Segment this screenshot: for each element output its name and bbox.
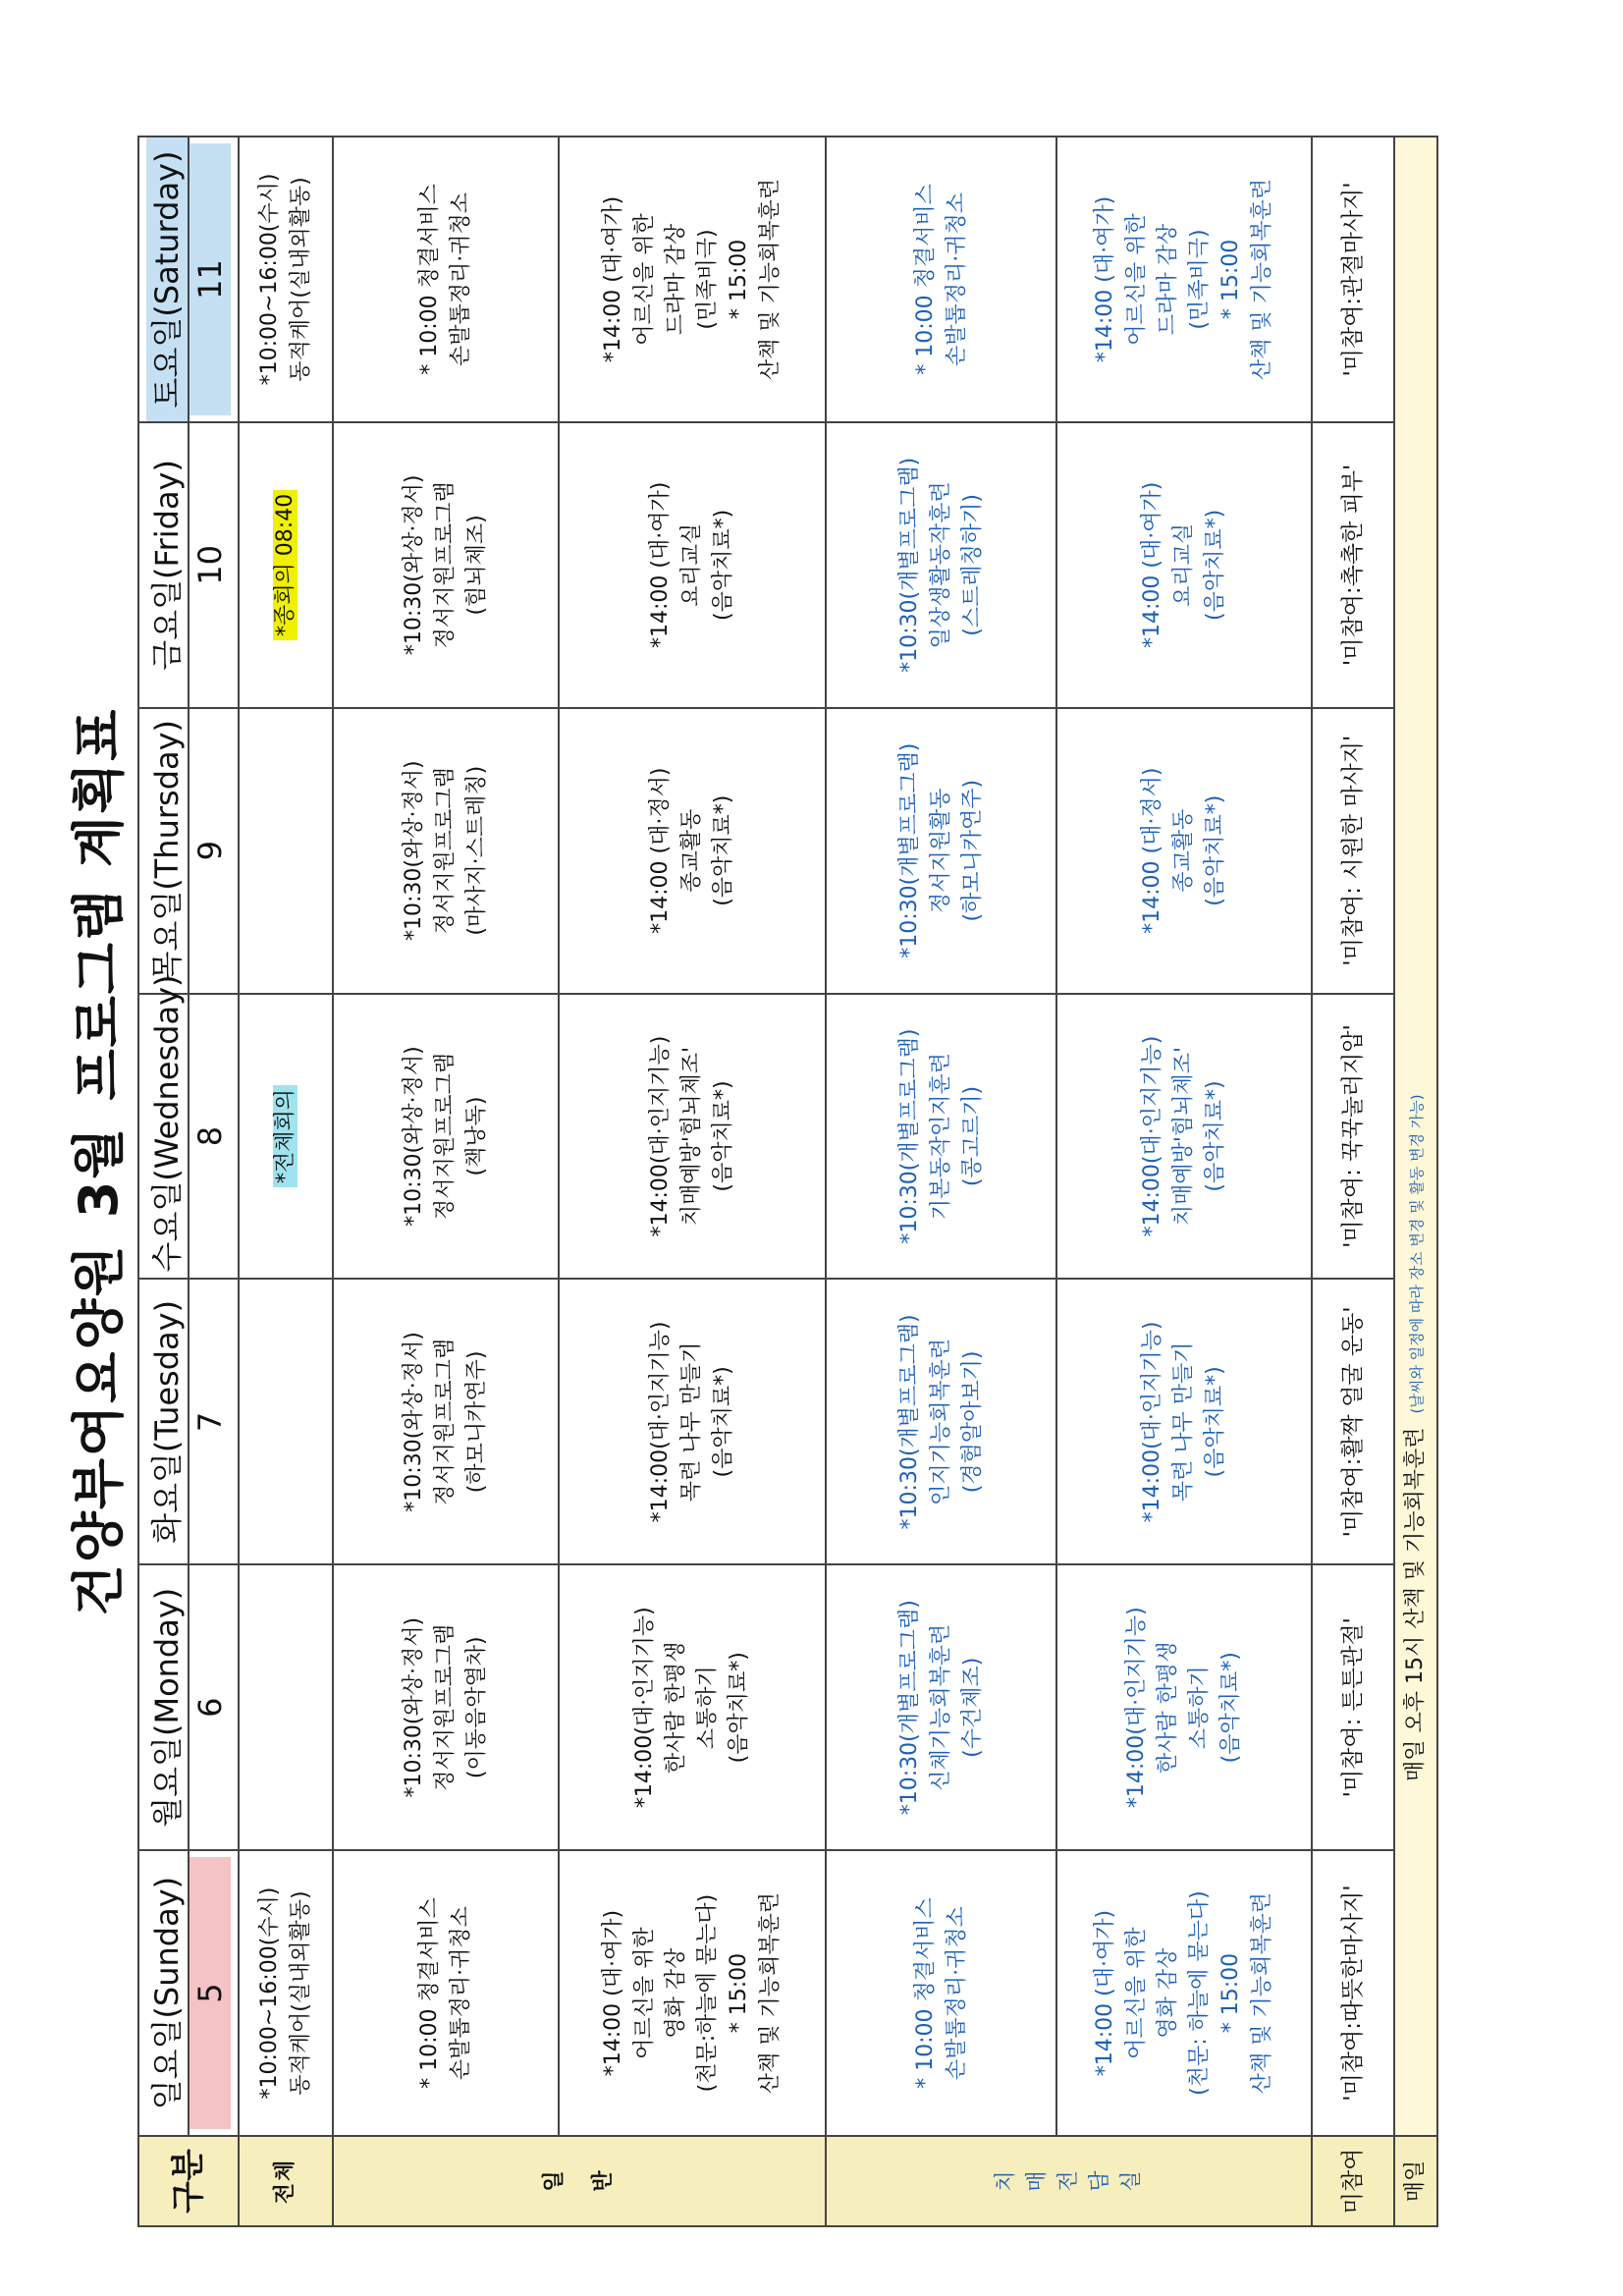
cell-line: (음악치료*) bbox=[1203, 509, 1227, 621]
whole-monday bbox=[239, 1564, 333, 1850]
general-am-friday bbox=[333, 422, 559, 708]
cell-line: (음악치료*) bbox=[1203, 794, 1227, 906]
whole-tuesday bbox=[239, 1279, 333, 1564]
staff-meeting: *종회의 08:40 bbox=[273, 490, 298, 640]
general-pm-friday bbox=[559, 422, 826, 708]
side-char: 전 bbox=[1055, 2170, 1081, 2192]
cell-line: * 10:00 청결서비스 bbox=[417, 1897, 442, 2089]
day-number: 10 bbox=[191, 545, 229, 585]
side-char: 매 bbox=[1024, 2170, 1050, 2192]
cell-line: 동적케어(실내외활동) bbox=[289, 177, 313, 382]
cell-line: 소통하기 bbox=[1187, 1666, 1212, 1750]
dementia-am-monday bbox=[826, 1564, 1056, 1850]
cell-line: * 10:00 청결서비스 bbox=[912, 184, 938, 375]
general-am-wednesday bbox=[333, 994, 559, 1280]
cell-line: 정서지원프로그램 bbox=[433, 1623, 458, 1791]
cell-line: 동적케어(실내외활동) bbox=[289, 1890, 313, 2096]
cell-line: (하모니카연주) bbox=[959, 779, 985, 922]
cell-line: (마사지·스트레칭) bbox=[464, 765, 489, 936]
cell-line: 어르신을 위한 bbox=[632, 1927, 657, 2059]
cell-line: (경험알아보기) bbox=[959, 1350, 985, 1494]
cell-line: *14:00 (대·여가) bbox=[1093, 1909, 1117, 2077]
cell-line: (하모니카연주) bbox=[464, 1350, 489, 1494]
cell-line: * 10:00 청결서비스 bbox=[417, 184, 442, 375]
cell-line: (콩고르기) bbox=[959, 1085, 985, 1187]
title-facility: 건양부여요양원 bbox=[68, 1243, 130, 1616]
general-pm-wednesday bbox=[559, 994, 826, 1280]
cell-line: * 15:00 bbox=[1218, 239, 1243, 320]
nonparticipant-friday: '미참여:촉촉한 피부' bbox=[1312, 422, 1394, 708]
cell-line: 어르신을 위한 bbox=[632, 213, 657, 346]
cell-line: 한사람 한평생 bbox=[1156, 1641, 1180, 1774]
dementia-pm-wednesday bbox=[1056, 994, 1312, 1280]
dementia-am-tuesday bbox=[826, 1279, 1056, 1564]
dementia-am-sunday bbox=[826, 1850, 1056, 2136]
day-number: 11 bbox=[189, 143, 231, 415]
cell-line: *10:30(와상·정서) bbox=[402, 1046, 426, 1227]
side-char: 실 bbox=[1118, 2170, 1144, 2192]
cell-line: 정서지원프로그램 bbox=[433, 767, 458, 935]
cell-line: (음악치료*) bbox=[711, 509, 735, 621]
nonparticipant-row bbox=[1312, 137, 1394, 2226]
cell-line: *10:30(개별프로그램) bbox=[896, 1314, 922, 1530]
day-header-saturday bbox=[138, 137, 239, 422]
day-name: 수요일(Wednesday) bbox=[146, 993, 189, 1281]
day-name: 목요일(Thursday) bbox=[146, 707, 189, 995]
general-am-row bbox=[333, 137, 559, 2226]
cell-line: *10:00~16:00(수시) bbox=[257, 1886, 282, 2100]
cell-line: *14:00(대·인지기능) bbox=[648, 1035, 673, 1237]
cell-line: 산책 및 기능회복훈련 bbox=[758, 1891, 783, 2095]
day-number: 6 bbox=[191, 1697, 229, 1718]
day-name: 월요일(Monday) bbox=[146, 1563, 189, 1851]
cell-line: (스트레칭하기) bbox=[959, 494, 985, 636]
nonparticipant-wednesday: '미참여: 꾹꾹눌러지압' bbox=[1312, 994, 1394, 1280]
cell-line: * 15:00 bbox=[1218, 1952, 1243, 2034]
cell-line: *10:30(와상·정서) bbox=[402, 474, 426, 656]
general-pm-saturday bbox=[559, 137, 826, 422]
cell-line: *10:30(개별프로그램) bbox=[896, 1028, 922, 1244]
cell-line: *14:00 (대·여가) bbox=[601, 195, 625, 363]
daily-note-cell bbox=[1394, 137, 1437, 2136]
cell-line: 손발톱정리·귀청소 bbox=[449, 1906, 473, 2081]
dementia-pm-tuesday bbox=[1056, 1279, 1312, 1564]
day-number: 9 bbox=[191, 841, 229, 861]
gubun-header: 구분 bbox=[138, 2136, 239, 2226]
cell-line: 한사람 한평생 bbox=[664, 1641, 688, 1774]
daily-change-note: (날씨와 일정에 따라 장소 변경 및 활동 변경 가능) bbox=[1407, 1094, 1426, 1414]
nonparticipant-monday: '미참여: 튼튼관절' bbox=[1312, 1564, 1394, 1850]
general-pm-row bbox=[559, 137, 826, 2226]
cell-line: 산책 및 기능회복훈련 bbox=[1250, 1891, 1274, 2095]
day-number: 7 bbox=[191, 1411, 229, 1433]
cell-line: 소통하기 bbox=[695, 1666, 720, 1750]
cell-line: *14:00 (대·여가) bbox=[601, 1909, 625, 2077]
general-pm-thursday bbox=[559, 708, 826, 994]
dementia-am-row bbox=[826, 137, 1056, 2226]
cell-line: 손발톱정리·귀청소 bbox=[944, 1906, 969, 2081]
cell-line: *10:30(와상·정서) bbox=[402, 760, 426, 941]
nonparticipant-label: 미참여 bbox=[1312, 2136, 1394, 2226]
cell-line: (음악치료*) bbox=[727, 1652, 751, 1764]
cell-line: 종교활동 bbox=[679, 808, 704, 893]
cell-line: (책낭독) bbox=[464, 1096, 489, 1176]
cell-line: *10:00~16:00(수시) bbox=[257, 173, 282, 386]
cell-line: (음악치료*) bbox=[711, 1080, 735, 1192]
title-month: 3월 bbox=[68, 1125, 130, 1219]
cell-line: *14:00 (대·정서) bbox=[1140, 767, 1164, 934]
cell-line: * 15:00 bbox=[727, 1952, 751, 2034]
day-header-sunday bbox=[138, 1850, 239, 2136]
cell-line: (민족비극) bbox=[695, 229, 720, 330]
cell-line: *14:00(대·인지기능) bbox=[648, 1321, 673, 1523]
cell-line: (음악치료*) bbox=[1203, 1366, 1227, 1478]
cell-line: (음악치료*) bbox=[1218, 1652, 1243, 1764]
daily-row bbox=[1394, 137, 1437, 2226]
cell-line: *14:00(대·인지기능) bbox=[1140, 1035, 1164, 1237]
dementia-pm-row bbox=[1056, 137, 1312, 2226]
dementia-label bbox=[826, 2136, 1312, 2226]
daily-label: 매일 bbox=[1394, 2136, 1437, 2226]
cell-line: 정서지원프로그램 bbox=[433, 1053, 458, 1221]
cell-line: 드라마 감상 bbox=[1156, 223, 1180, 336]
dementia-am-thursday bbox=[826, 708, 1056, 994]
cell-line: *14:00 (대·여가) bbox=[1140, 481, 1164, 649]
cell-line: 영화 감상 bbox=[1156, 1947, 1180, 2039]
day-name: 화요일(Tuesday) bbox=[146, 1278, 189, 1565]
general-pm-monday bbox=[559, 1564, 826, 1850]
cell-line: 목련 나무 만들기 bbox=[679, 1341, 704, 1503]
general-pm-tuesday bbox=[559, 1279, 826, 1564]
cell-line: (수건체조) bbox=[959, 1657, 985, 1758]
dementia-am-saturday bbox=[826, 137, 1056, 422]
cell-line: (천문: 하늘에 묻는다) bbox=[1187, 1890, 1212, 2096]
daily-activity: 매일 오후 15시 산책 및 기능회복훈련 bbox=[1402, 1427, 1428, 1781]
dementia-pm-monday bbox=[1056, 1564, 1312, 1850]
page-title bbox=[69, 175, 130, 2149]
cell-line: (음악치료*) bbox=[1203, 1080, 1227, 1192]
cell-line: *14:00 (대·여가) bbox=[1093, 195, 1117, 363]
dementia-am-friday bbox=[826, 422, 1056, 708]
cell-line: *10:30(개별프로그램) bbox=[896, 742, 922, 958]
dementia-am-wednesday bbox=[826, 994, 1056, 1280]
general-am-thursday bbox=[333, 708, 559, 994]
cell-line: 어르신을 위한 bbox=[1124, 213, 1149, 346]
nonparticipant-thursday: '미참여: 시원한 마사지' bbox=[1312, 708, 1394, 994]
cell-line: 요리교실 bbox=[679, 522, 704, 607]
cell-line: *14:00 (대·정서) bbox=[648, 767, 673, 934]
cell-line: 손발톱정리·귀청소 bbox=[449, 191, 473, 366]
header-row bbox=[138, 137, 239, 2226]
general-am-monday bbox=[333, 1564, 559, 1850]
day-number: 8 bbox=[191, 1125, 229, 1147]
side-char: 일 bbox=[542, 2170, 567, 2192]
day-name: 금요일(Friday) bbox=[146, 421, 189, 709]
cell-line: * 10:00 청결서비스 bbox=[912, 1897, 938, 2089]
cell-line: 산책 및 기능회복훈련 bbox=[1250, 178, 1274, 381]
day-header-monday bbox=[138, 1564, 239, 1850]
side-char: 반 bbox=[591, 2170, 616, 2192]
cell-line: *10:30(와상·정서) bbox=[402, 1616, 426, 1798]
cell-line: 산책 및 기능회복훈련 bbox=[758, 178, 783, 381]
cell-line: *10:30(와상·정서) bbox=[402, 1332, 426, 1512]
cell-line: 치매예방'힘뇌체조' bbox=[679, 1046, 704, 1227]
cell-line: 치매예방'힘뇌체조' bbox=[1171, 1046, 1196, 1227]
dementia-pm-sunday bbox=[1056, 1850, 1312, 2136]
cell-line: 정서지원프로그램 bbox=[433, 1338, 458, 1505]
cell-line: (천문:하늘에 묻는다) bbox=[695, 1893, 720, 2093]
day-header-tuesday bbox=[138, 1279, 239, 1564]
general-am-sunday bbox=[333, 1850, 559, 2136]
whole-label: 전체 bbox=[239, 2136, 333, 2226]
cell-line: *14:00(대·인지기능) bbox=[632, 1607, 657, 1809]
side-char: 치 bbox=[993, 2170, 1018, 2192]
cell-line: 손발톱정리·귀청소 bbox=[944, 191, 969, 366]
cell-line: (음악치료*) bbox=[711, 794, 735, 906]
whole-thursday bbox=[239, 708, 333, 994]
cell-line: 요리교실 bbox=[1171, 522, 1196, 607]
whole-wednesday bbox=[239, 994, 333, 1280]
cell-line: 어르신을 위한 bbox=[1124, 1927, 1149, 2059]
day-header-thursday bbox=[138, 708, 239, 994]
side-char: 담 bbox=[1087, 2170, 1112, 2192]
title-plan: 프로그램 계획표 bbox=[68, 707, 130, 1101]
cell-line: 인지기능회복훈련 bbox=[928, 1338, 953, 1505]
day-name: 토요일(Saturday) bbox=[146, 136, 189, 423]
general-am-saturday bbox=[333, 137, 559, 422]
cell-line: 기본동작인지훈련 bbox=[928, 1053, 953, 1221]
dementia-pm-saturday bbox=[1056, 137, 1312, 422]
cell-line: *14:00 (대·여가) bbox=[648, 481, 673, 649]
cell-line: 일상생활동작훈련 bbox=[928, 481, 953, 649]
whole-saturday bbox=[239, 137, 333, 422]
day-header-wednesday bbox=[138, 974, 239, 1280]
nonparticipant-tuesday: '미참여:활짝 얼굴 운동' bbox=[1312, 1279, 1394, 1564]
day-name: 일요일(Sunday) bbox=[146, 1849, 189, 2137]
whole-sunday bbox=[239, 1850, 333, 2136]
whole-row bbox=[239, 137, 333, 2226]
whole-friday bbox=[239, 422, 333, 708]
cell-line: 목련 나무 만들기 bbox=[1171, 1341, 1196, 1503]
cell-line: *14:00(대·인지기능) bbox=[1124, 1607, 1149, 1809]
cell-line: * 15:00 bbox=[727, 239, 751, 320]
dementia-pm-thursday bbox=[1056, 708, 1312, 994]
nonparticipant-saturday: '미참여:관절마사지' bbox=[1312, 137, 1394, 422]
day-number: 5 bbox=[189, 1857, 231, 2129]
cell-line: (민족비극) bbox=[1187, 229, 1212, 330]
cell-line: (힘뇌체조) bbox=[464, 515, 489, 616]
cell-line: 신체기능회복훈련 bbox=[928, 1623, 953, 1791]
cell-line: 정서지원프로그램 bbox=[433, 481, 458, 649]
general-pm-sunday bbox=[559, 1850, 826, 2136]
nonparticipant-sunday: '미참여:따뜻한마사지' bbox=[1312, 1850, 1394, 2136]
dementia-pm-friday bbox=[1056, 422, 1312, 708]
general-label bbox=[333, 2136, 826, 2226]
cell-line: 드라마 감상 bbox=[664, 223, 688, 336]
cell-line: 영화 감상 bbox=[664, 1947, 688, 2039]
cell-line: *10:30(개별프로그램) bbox=[896, 1600, 922, 1816]
program-schedule-table bbox=[137, 136, 1438, 2227]
general-am-tuesday bbox=[333, 1279, 559, 1564]
cell-line: 종교활동 bbox=[1171, 808, 1196, 893]
cell-line: *14:00(대·인지기능) bbox=[1140, 1321, 1164, 1523]
all-staff-meeting: *전체회의 bbox=[273, 1085, 298, 1187]
cell-line: (이동음악열차) bbox=[464, 1636, 489, 1779]
cell-line: 정서지원활동 bbox=[928, 788, 953, 913]
cell-line: *10:30(개별프로그램) bbox=[896, 457, 922, 673]
day-header-friday bbox=[138, 422, 239, 708]
cell-line: (음악치료*) bbox=[711, 1366, 735, 1478]
